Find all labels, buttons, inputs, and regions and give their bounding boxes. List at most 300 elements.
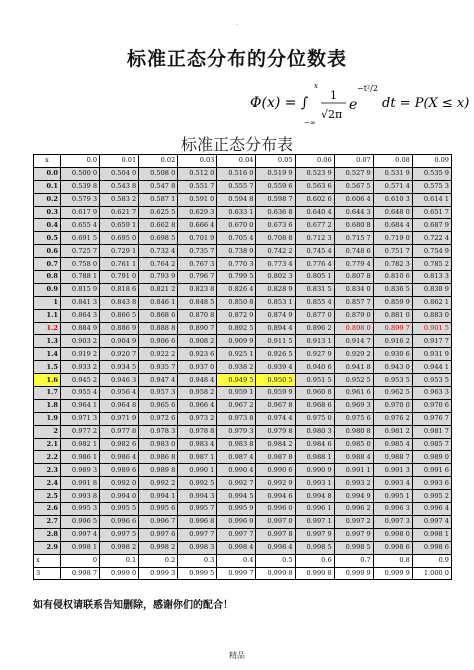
table-cell: 0.966 4 — [178, 399, 217, 412]
sub-column-header: x — [34, 554, 61, 567]
sub-column-header: 0.3 — [178, 554, 217, 567]
sub-column-header: 0.1 — [100, 554, 139, 567]
table-cell: 0.673 6 — [256, 219, 295, 232]
table-cell: 0.934 5 — [100, 361, 139, 374]
sub-header-row — [34, 554, 452, 567]
table-cell: 0.614 1 — [412, 193, 451, 206]
table-cell: 0.952 5 — [334, 374, 373, 387]
row-header: 1.8 — [34, 399, 61, 412]
table-cell: 0.994 8 — [295, 490, 334, 503]
table-cell: 0.886 9 — [100, 322, 139, 335]
table-cell: 0.719 0 — [373, 232, 412, 245]
table-cell: 0.958 2 — [178, 387, 217, 400]
table-cell: 0.563 6 — [295, 180, 334, 193]
table-cell: 0.964 8 — [100, 399, 139, 412]
table-cell: 0.997 4 — [412, 515, 451, 528]
row-header: 2.2 — [34, 451, 61, 464]
table-cell: 0.989 3 — [61, 464, 100, 477]
column-header: 0.07 — [334, 155, 373, 168]
table-cell: 0.659 1 — [100, 219, 139, 232]
table-cell: 0.990 4 — [217, 464, 256, 477]
table-cell: 0.754 9 — [412, 245, 451, 258]
table-cell: 0.956 4 — [100, 387, 139, 400]
table-cell: 0.705 4 — [217, 232, 256, 245]
table-cell: 0.872 9 — [217, 309, 256, 322]
table-cell: 0.989 8 — [139, 464, 178, 477]
table-cell: 0.985 0 — [334, 438, 373, 451]
column-header: x — [34, 155, 61, 168]
table-cell: 0.994 6 — [256, 490, 295, 503]
table-cell: 0.785 2 — [412, 258, 451, 271]
row-header: 2 — [34, 425, 61, 438]
table-cell: 0.999 9 — [373, 567, 412, 580]
table-cell: 0.698 5 — [139, 232, 178, 245]
table-cell: 0.968 6 — [295, 399, 334, 412]
row-header: 2.8 — [34, 528, 61, 541]
table-cell: 0.761 1 — [100, 258, 139, 271]
table-cell: 0.995 9 — [217, 503, 256, 516]
table-cell: 0.892 5 — [217, 322, 256, 335]
table-cell: 0.888 8 — [139, 322, 178, 335]
row-header: 3 — [34, 567, 61, 580]
table-cell: 0.983 4 — [178, 438, 217, 451]
table-cell: 0.996 5 — [61, 515, 100, 528]
table-cell: 0.991 3 — [373, 464, 412, 477]
table-row — [34, 206, 452, 219]
table-cell: 0.998 6 — [412, 541, 451, 554]
table-cell: 0.999 0 — [100, 567, 139, 580]
table-cell: 0.971 3 — [61, 412, 100, 425]
table-cell: 0.998 1 — [412, 528, 451, 541]
table-cell: 0.979 3 — [217, 425, 256, 438]
table-cell: 0.989 6 — [100, 464, 139, 477]
table-cell: 0.879 0 — [334, 309, 373, 322]
table-cell: 0.988 4 — [334, 451, 373, 464]
table-row — [34, 528, 452, 541]
table-cell: 0.996 6 — [100, 515, 139, 528]
table-cell: 0.984 2 — [256, 438, 295, 451]
table-cell: 0.992 9 — [256, 477, 295, 490]
table-row — [34, 245, 452, 258]
table-cell: 0.857 7 — [334, 296, 373, 309]
table-cell: 0.978 8 — [178, 425, 217, 438]
table-cell: 0.904 9 — [100, 335, 139, 348]
table-row — [34, 477, 452, 490]
row-header: 0.1 — [34, 180, 61, 193]
table-cell: 0.913 1 — [295, 335, 334, 348]
table-cell: 0.998 4 — [256, 541, 295, 554]
table-cell: 0.943 0 — [373, 361, 412, 374]
table-cell: 0.996 7 — [139, 515, 178, 528]
column-header: 0.02 — [139, 155, 178, 168]
table-cell: 0.997 9 — [334, 528, 373, 541]
table-cell: 0.523 9 — [295, 167, 334, 180]
table-cell: 0.782 3 — [373, 258, 412, 271]
table-cell: 1.000 0 — [412, 567, 451, 580]
table-cell: 0.894 4 — [256, 322, 295, 335]
table-cell: 0.815 9 — [61, 283, 100, 296]
table-cell: 0.994 3 — [178, 490, 217, 503]
column-header: 0.09 — [412, 155, 451, 168]
table-cell: 0.984 6 — [295, 438, 334, 451]
table-cell: 0.738 9 — [217, 245, 256, 258]
table-cell: 0.993 1 — [295, 477, 334, 490]
table-cell: 0.925 1 — [217, 348, 256, 361]
formula-lhs: Φ(x) = ∫ — [250, 95, 309, 111]
table-cell: 0.684 4 — [373, 219, 412, 232]
table-row — [34, 296, 452, 309]
table-row — [34, 335, 452, 348]
table-cell: 0.621 7 — [100, 206, 139, 219]
table-cell: 0.848 5 — [178, 296, 217, 309]
table-cell: 0.828 9 — [256, 283, 295, 296]
table-cell: 0.935 7 — [139, 361, 178, 374]
table-row — [34, 167, 452, 180]
table-cell: 0.994 9 — [334, 490, 373, 503]
table-cell: 0.691 5 — [61, 232, 100, 245]
table-cell: 0.944 1 — [412, 361, 451, 374]
table-cell: 0.866 5 — [100, 309, 139, 322]
sub-column-header: 0 — [61, 554, 100, 567]
table-cell: 0.818 6 — [100, 283, 139, 296]
table-cell: 0.559 6 — [256, 180, 295, 193]
table-cell: 0.992 5 — [178, 477, 217, 490]
table-cell: 0.923 6 — [178, 348, 217, 361]
table-cell: 0.758 0 — [61, 258, 100, 271]
table-cell: 0.890 7 — [178, 322, 217, 335]
table-cell: 0.547 8 — [139, 180, 178, 193]
table-cell: 0.979 8 — [256, 425, 295, 438]
table-cell: 0.997 5 — [100, 528, 139, 541]
table-cell: 0.602 6 — [295, 193, 334, 206]
table-cell: 0.732 4 — [139, 245, 178, 258]
table-cell: 0.992 0 — [100, 477, 139, 490]
table-cell: 0.911 5 — [256, 335, 295, 348]
table-cell: 0.996 4 — [412, 503, 451, 516]
table-cell: 0.666 4 — [178, 219, 217, 232]
table-row — [34, 412, 452, 425]
table-cell: 0.998 5 — [334, 541, 373, 554]
table-cell: 0.995 2 — [412, 490, 451, 503]
table-cell: 0.939 4 — [256, 361, 295, 374]
page-mark: · — [236, 22, 238, 29]
table-cell: 0.970 6 — [412, 399, 451, 412]
table-row — [34, 451, 452, 464]
formula-exp-base: e — [349, 97, 358, 113]
row-header: 2.9 — [34, 541, 61, 554]
table-cell: 0.997 0 — [256, 515, 295, 528]
table-cell: 0.821 2 — [139, 283, 178, 296]
table-cell: 0.606 4 — [334, 193, 373, 206]
table-cell: 0.722 4 — [412, 232, 451, 245]
table-cell: 0.994 5 — [217, 490, 256, 503]
formula-rhs: dt = P(X ≤ x) — [382, 96, 470, 111]
table-cell: 0.868 6 — [139, 309, 178, 322]
table-cell: 0.610 3 — [373, 193, 412, 206]
table-cell: 0.916 2 — [373, 335, 412, 348]
table-cell: 0.990 9 — [295, 464, 334, 477]
table-cell: 0.998 6 — [373, 541, 412, 554]
table-row — [34, 387, 452, 400]
table-cell: 0.967 2 — [217, 399, 256, 412]
table-cell: 0.940 6 — [295, 361, 334, 374]
table-cell: 0.504 0 — [100, 167, 139, 180]
row-header: 2.6 — [34, 503, 61, 516]
table-cell: 0.629 3 — [178, 206, 217, 219]
table-cell: 0.687 9 — [412, 219, 451, 232]
row-header: 0.4 — [34, 219, 61, 232]
table-cell: 0.527 9 — [334, 167, 373, 180]
table-cell: 0.677 2 — [295, 219, 334, 232]
table-cell: 0.997 4 — [61, 528, 100, 541]
table-row — [34, 503, 452, 516]
row-header: 0.6 — [34, 245, 61, 258]
table-cell: 0.850 8 — [217, 296, 256, 309]
table-row — [34, 399, 452, 412]
formula-lower-limit: −∞ — [304, 119, 316, 127]
table-cell: 0.980 3 — [295, 425, 334, 438]
row-header: 2.5 — [34, 490, 61, 503]
table-cell: 0.959 1 — [217, 387, 256, 400]
row-header: 0.3 — [34, 206, 61, 219]
table-row — [34, 180, 452, 193]
table-cell: 0.617 9 — [61, 206, 100, 219]
table-cell: 0.648 0 — [373, 206, 412, 219]
table-cell: 0.896 2 — [295, 322, 334, 335]
table-cell: 0.881 0 — [373, 309, 412, 322]
table-cell: 0.991 8 — [61, 477, 100, 490]
table-cell: 0.644 3 — [334, 206, 373, 219]
table-cell: 0.883 0 — [412, 309, 451, 322]
table-cell: 0.838 9 — [412, 283, 451, 296]
table-cell: 0.834 0 — [334, 283, 373, 296]
table-row — [34, 232, 452, 245]
table-cell: 0.870 8 — [178, 309, 217, 322]
sub-column-header: 0.9 — [412, 554, 451, 567]
row-header: 1.3 — [34, 335, 61, 348]
formula-exponent: −t²/2 — [357, 84, 378, 93]
table-cell: 0.500 0 — [61, 167, 100, 180]
table-row — [34, 283, 452, 296]
formula-denominator: √2π — [321, 108, 343, 121]
table-cell: 0.953 5 — [373, 374, 412, 387]
table-cell: 0.950 5 — [256, 374, 295, 387]
table-cell: 0.978 3 — [139, 425, 178, 438]
table-cell: 0.988 1 — [295, 451, 334, 464]
table-cell: 0.996 0 — [256, 503, 295, 516]
table-cell: 0.922 2 — [139, 348, 178, 361]
table-cell: 0.914 7 — [334, 335, 373, 348]
column-header: 0.01 — [100, 155, 139, 168]
table-cell: 0.998 5 — [295, 541, 334, 554]
table-cell: 0.975 6 — [334, 412, 373, 425]
table-row — [34, 219, 452, 232]
copyright-notice: 如有侵权请联系告知删除，感谢你们的配合！ — [33, 600, 233, 611]
table-cell: 0.853 1 — [256, 296, 295, 309]
sub-column-header: 0.6 — [295, 554, 334, 567]
row-header: 1.1 — [34, 309, 61, 322]
table-cell: 0.793 9 — [139, 271, 178, 284]
table-cell: 0.512 0 — [178, 167, 217, 180]
table-cell: 0.964 1 — [61, 399, 100, 412]
table-cell: 0.997 9 — [295, 528, 334, 541]
table-cell: 0.998 3 — [178, 541, 217, 554]
table-cell: 0.993 4 — [373, 477, 412, 490]
table-cell: 0.977 2 — [61, 425, 100, 438]
table-cell: 0.843 8 — [100, 296, 139, 309]
table-cell: 0.999 5 — [178, 567, 217, 580]
table-cell: 0.579 3 — [61, 193, 100, 206]
table-cell: 0.836 5 — [373, 283, 412, 296]
column-header: 0.08 — [373, 155, 412, 168]
table-cell: 0.591 0 — [178, 193, 217, 206]
table-cell: 0.961 6 — [334, 387, 373, 400]
table-cell: 0.779 4 — [334, 258, 373, 271]
table-caption: 标准正态分布表 — [180, 135, 293, 154]
table-cell: 0.906 6 — [139, 335, 178, 348]
table-cell: 0.957 3 — [139, 387, 178, 400]
table-cell: 0.987 4 — [217, 451, 256, 464]
table-cell: 0.725 7 — [61, 245, 100, 258]
table-cell: 0.823 8 — [178, 283, 217, 296]
table-cell: 0.908 2 — [178, 335, 217, 348]
table-cell: 0.948 4 — [178, 374, 217, 387]
row-header: 2.7 — [34, 515, 61, 528]
sub-column-header: 0.7 — [334, 554, 373, 567]
table-cell: 0.996 1 — [295, 503, 334, 516]
row-header: 0.7 — [34, 258, 61, 271]
table-cell: 0.998 2 — [139, 541, 178, 554]
formula-numerator: 1 — [330, 89, 337, 102]
table-row — [34, 541, 452, 554]
table-cell: 0.998 4 — [217, 541, 256, 554]
table-cell: 0.997 3 — [373, 515, 412, 528]
table-cell: 0.987 8 — [256, 451, 295, 464]
table-row — [34, 271, 452, 284]
table-cell: 0.633 1 — [217, 206, 256, 219]
table-cell: 0.813 3 — [412, 271, 451, 284]
table-cell: 0.901 5 — [412, 322, 451, 335]
table-cell: 0.874 9 — [256, 309, 295, 322]
table-cell: 0.764 2 — [139, 258, 178, 271]
table-cell: 0.999 9 — [334, 567, 373, 580]
table-cell: 0.701 9 — [178, 232, 217, 245]
table-cell: 0.993 8 — [61, 490, 100, 503]
table-cell: 0.999 7 — [217, 567, 256, 580]
table-row — [34, 374, 452, 387]
table-cell: 0.773 4 — [256, 258, 295, 271]
table-cell: 0.862 1 — [412, 296, 451, 309]
table-cell: 0.735 7 — [178, 245, 217, 258]
table-cell: 0.996 3 — [373, 503, 412, 516]
table-cell: 0.972 6 — [139, 412, 178, 425]
table-cell: 0.997 2 — [334, 515, 373, 528]
sub-column-header: 0.8 — [373, 554, 412, 567]
table-cell: 0.974 4 — [256, 412, 295, 425]
table-cell: 0.930 6 — [373, 348, 412, 361]
table-cell: 0.997 1 — [295, 515, 334, 528]
table-cell: 0.567 5 — [334, 180, 373, 193]
table-row — [34, 258, 452, 271]
row-header: 0.2 — [34, 193, 61, 206]
table-cell: 0.995 1 — [373, 490, 412, 503]
table-cell: 0.884 9 — [61, 322, 100, 335]
table-cell: 0.986 4 — [100, 451, 139, 464]
table-cell: 0.986 1 — [61, 451, 100, 464]
table-row — [34, 490, 452, 503]
formula-upper-limit: x — [314, 82, 318, 90]
table-cell: 0.987 1 — [178, 451, 217, 464]
sub-table-row — [34, 567, 452, 580]
table-cell: 0.877 0 — [295, 309, 334, 322]
table-cell: 0.994 1 — [139, 490, 178, 503]
table-cell: 0.997 8 — [256, 528, 295, 541]
table-cell: 0.998 7 — [61, 567, 100, 580]
table-cell: 0.655 4 — [61, 219, 100, 232]
table-cell: 0.516 0 — [217, 167, 256, 180]
table-cell: 0.539 8 — [61, 180, 100, 193]
table-cell: 0.636 8 — [256, 206, 295, 219]
table-cell: 0.991 6 — [412, 464, 451, 477]
table-cell: 0.594 8 — [217, 193, 256, 206]
table-cell: 0.898 0 — [334, 322, 373, 335]
table-cell: 0.983 0 — [139, 438, 178, 451]
table-cell: 0.981 2 — [373, 425, 412, 438]
table-cell: 0.960 8 — [295, 387, 334, 400]
table-cell: 0.742 2 — [256, 245, 295, 258]
row-header: 0.9 — [34, 283, 61, 296]
table-cell: 0.680 8 — [334, 219, 373, 232]
table-cell: 0.970 0 — [373, 399, 412, 412]
table-cell: 0.953 5 — [412, 374, 451, 387]
table-cell: 0.826 4 — [217, 283, 256, 296]
table-cell: 0.949 5 — [217, 374, 256, 387]
table-cell: 0.996 9 — [217, 515, 256, 528]
table-cell: 0.640 4 — [295, 206, 334, 219]
table-row — [34, 438, 452, 451]
table-cell: 0.846 1 — [139, 296, 178, 309]
table-cell: 0.976 2 — [373, 412, 412, 425]
row-header: 2.3 — [34, 464, 61, 477]
table-cell: 0.715 7 — [334, 232, 373, 245]
table-cell: 0.571 4 — [373, 180, 412, 193]
row-header: 1.9 — [34, 412, 61, 425]
table-cell: 0.997 7 — [178, 528, 217, 541]
row-header: 0.0 — [34, 167, 61, 180]
table-cell: 0.796 7 — [178, 271, 217, 284]
table-cell: 0.998 1 — [61, 541, 100, 554]
table-cell: 0.999 8 — [256, 567, 295, 580]
table-cell: 0.992 2 — [139, 477, 178, 490]
row-header: 1.4 — [34, 348, 61, 361]
table-cell: 0.575 3 — [412, 180, 451, 193]
table-cell: 0.963 3 — [412, 387, 451, 400]
table-cell: 0.990 1 — [178, 464, 217, 477]
table-cell: 0.831 5 — [295, 283, 334, 296]
page-title: 标准正态分布的分位数表 — [126, 48, 347, 70]
table-cell: 0.855 4 — [295, 296, 334, 309]
table-cell: 0.990 6 — [256, 464, 295, 477]
table-cell: 0.995 6 — [139, 503, 178, 516]
table-cell: 0.996 8 — [178, 515, 217, 528]
table-cell: 0.965 6 — [139, 399, 178, 412]
table-cell: 0.983 8 — [217, 438, 256, 451]
table-cell: 0.997 7 — [217, 528, 256, 541]
table-cell: 0.946 3 — [100, 374, 139, 387]
table-cell: 0.933 2 — [61, 361, 100, 374]
row-header: 1.7 — [34, 387, 61, 400]
table-cell: 0.959 9 — [256, 387, 295, 400]
